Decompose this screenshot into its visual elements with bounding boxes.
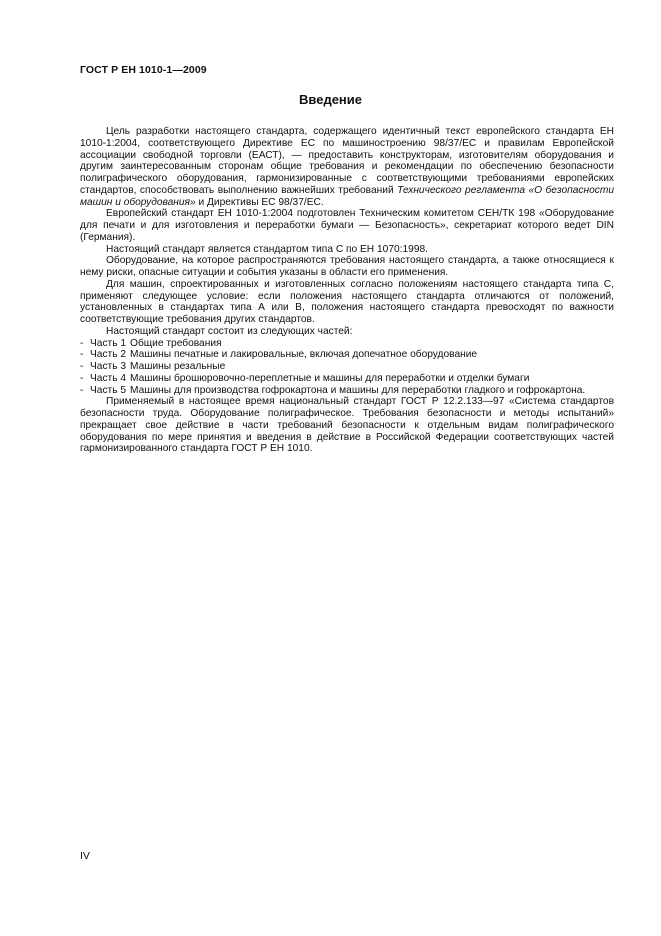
paragraph-national-standard: Применяемый в настоящее время национальный стандарт ГОСТ Р 12.2.133—97 «Система стандартов безопасности труда. Оборудование полиграфическое. Требования безопасности и методы испытаний» прекращает свое действие в части требований безопасности к отдельным видам полиграфического оборудования по мере принятия и введения в действие в Российской Федерации соответствующих частей гармонизированного стандарта ГОСТ Р ЕН 1010.: [80, 396, 614, 455]
part-title: Машины брошюровочно-переплетные и машины для переработки и отделки бумаги: [130, 372, 530, 384]
paragraph-purpose: [80, 126, 614, 208]
paragraph-scope: Оборудование, на которое распространяются требования настоящего стандарта, а также относящиеся к нему риски, опасные ситуации и события указаны в области его применения.: [80, 255, 614, 278]
paragraph-purpose-tail: и Директивы ЕС 98/37/ЕС.: [195, 196, 324, 208]
list-dash: -: [80, 372, 84, 384]
list-dash: -: [80, 349, 84, 361]
part-label: Часть 4: [90, 372, 127, 384]
part-label: Часть 3: [90, 361, 127, 372]
list-item: [80, 338, 614, 350]
paragraph-purpose-text: Цель разработки настоящего стандарта, содержащего идентичный текст европейского стандарта ЕН 1010-1:2004, соответствующего Директиве ЕС по машиностроению 98/37/ЕС и правилам Европейской ассоциации свободной торговли (ЕАСТ), — предоставить конструкторам, изготовителям оборудования и другим заинтересованным сторонам общие требования и рекомендации по обеспечению безопасности полиграфического оборудования, гармонизированные с соответствующими требованиями европейских стандартов, способствовать выполнению важнейших требований: [80, 126, 614, 196]
list-dash: -: [80, 361, 84, 372]
section-body: [80, 126, 614, 455]
part-title: Машины для производства гофрокартона и машины для переработки гладкого и гофрокартона.: [130, 384, 586, 396]
list-item: [80, 361, 614, 373]
paragraph-type-c: Настоящий стандарт является стандартом типа С по ЕН 1070:1998.: [106, 243, 428, 255]
part-title: Машины резальные: [130, 361, 226, 372]
part-title: Машины печатные и лакировальные, включая допечатное оборудование: [130, 349, 478, 361]
paragraph-european-standard: Европейский стандарт ЕН 1010-1:2004 подготовлен Техническим комитетом СЕН/ТК 198 «Оборудование для печати и для изготовления и переработки бумаги — Безопасность», секретариат которого ведет DIN (Германия).: [80, 208, 614, 243]
list-item: [80, 373, 614, 385]
document-code: ГОСТ Р ЕН 1010-1—2009: [80, 64, 207, 76]
part-label: Часть 5: [90, 384, 127, 396]
list-item: [80, 385, 614, 397]
paragraph-purpose-italic: Технического регламента «О безопасности машин и оборудования»: [80, 184, 614, 208]
section-title: Введение: [299, 92, 362, 107]
paragraph-parts-intro: Настоящий стандарт состоит из следующих частей:: [106, 325, 353, 337]
list-dash: -: [80, 384, 84, 396]
part-label: Часть 1: [90, 337, 127, 349]
parts-list: [80, 338, 614, 397]
list-item: [80, 349, 614, 361]
part-label: Часть 2: [90, 349, 127, 361]
list-dash: -: [80, 337, 84, 349]
page-number: IV: [80, 850, 90, 862]
part-title: Общие требования: [130, 337, 222, 349]
paragraph-precedence: Для машин, спроектированных и изготовленных согласно положениям настоящего стандарта типа С, применяют следующее условие: если положения настоящего стандарта отличаются от положений, установленных в стандартах типа А или В, положения настоящего стандарта превосходят по важности соответствующие требования других стандартов.: [80, 278, 614, 325]
